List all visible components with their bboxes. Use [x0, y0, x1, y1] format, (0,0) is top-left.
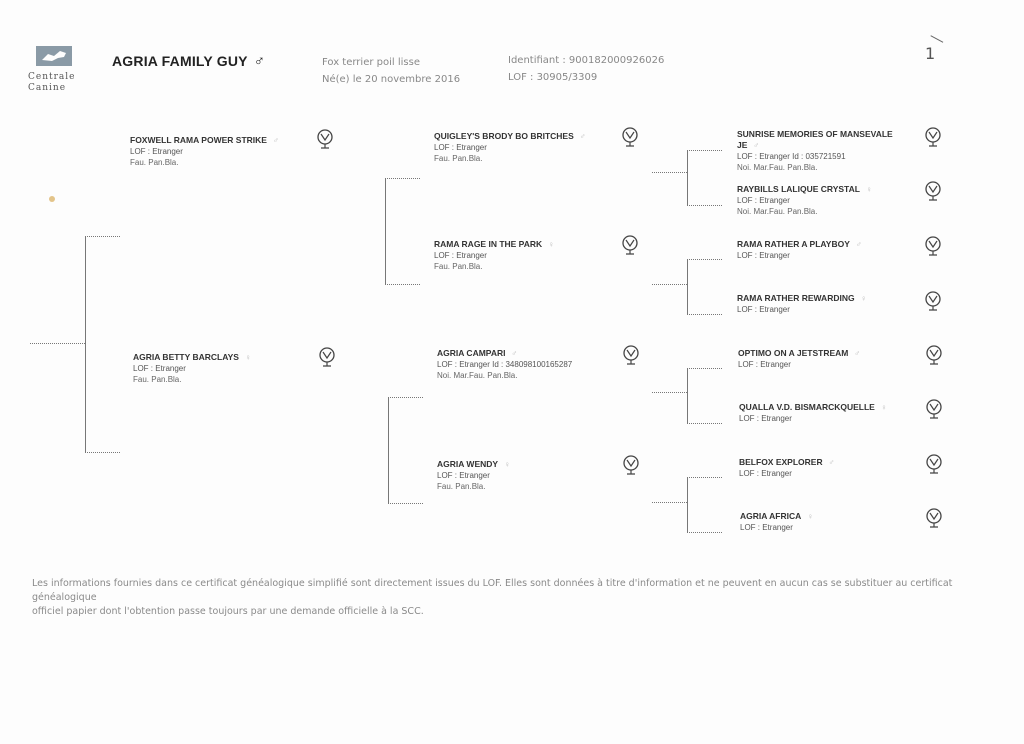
dna-badge-icon — [924, 126, 942, 150]
ancestor-color: Noi. Mar.Fau. Pan.Bla. — [737, 207, 818, 216]
ancestor-color: Fau. Pan.Bla. — [130, 158, 179, 167]
sex-symbol: ♀ — [244, 353, 251, 362]
ancestor-name: SUNRISE MEMORIES OF MANSEVALE JE — [737, 129, 893, 150]
ancestor-g3-7[interactable] — [739, 457, 919, 479]
sex-symbol: ♀ — [807, 512, 814, 521]
line-g1-vertical — [85, 236, 86, 452]
ancestor-name: AGRIA CAMPARI — [437, 348, 506, 358]
birth-date: Né(e) le 20 novembre 2016 — [322, 74, 461, 85]
line-g3-3-stem — [652, 392, 687, 393]
line-g2-b-bottom — [388, 503, 423, 504]
line-g3-2-top — [687, 259, 722, 260]
sex-symbol: ♂ — [854, 349, 861, 358]
identification-block — [508, 52, 664, 86]
ancestor-lof: LOF : Etranger Id : 348098100165287 — [437, 360, 573, 369]
sex-symbol: ♂ — [828, 458, 835, 467]
dog-logo-icon — [34, 44, 74, 68]
line-g3-4-vertical — [687, 477, 688, 532]
dna-badge-icon — [621, 234, 639, 258]
line-g3-1-top — [687, 150, 722, 151]
sex-symbol: ♀ — [880, 403, 887, 412]
ancestor-name: QUIGLEY'S BRODY BO BRITCHES — [434, 131, 574, 141]
ancestor-dam-dam[interactable] — [437, 459, 627, 492]
ancestor-lof: LOF : Etranger — [434, 143, 487, 152]
ancestor-name: BELFOX EXPLORER — [739, 457, 823, 467]
ancestor-name: RAMA RATHER A PLAYBOY — [737, 239, 850, 249]
sex-symbol: ♂ — [511, 349, 518, 358]
ancestor-g3-5[interactable] — [738, 348, 918, 370]
line-g3-2-vertical — [687, 259, 688, 314]
identifiant: Identifiant : 900182000926026 — [508, 55, 665, 66]
ancestor-lof: LOF : Etranger — [737, 251, 790, 260]
dna-badge-icon — [924, 235, 942, 259]
dna-badge-icon — [622, 454, 640, 478]
ancestor-color: Fau. Pan.Bla. — [133, 375, 182, 384]
line-g3-3-vertical — [687, 368, 688, 423]
ancestor-lof: LOF : Etranger — [434, 251, 487, 260]
line-to-dam — [85, 452, 120, 453]
breed-block — [322, 54, 460, 88]
ancestor-name: AGRIA BETTY BARCLAYS — [133, 352, 239, 362]
line-root — [30, 343, 85, 344]
page-number: 1 — [925, 44, 936, 63]
ancestor-name: FOXWELL RAMA POWER STRIKE — [130, 135, 267, 145]
logo-line-1: Centrale — [28, 72, 76, 82]
disclaimer — [32, 577, 982, 619]
ancestor-name: AGRIA AFRICA — [740, 511, 802, 521]
ancestor-sire[interactable] — [130, 135, 320, 168]
line-g2-a-vertical — [385, 178, 386, 284]
sex-symbol: ♂ — [855, 240, 862, 249]
lof-number: LOF : 30905/3309 — [508, 72, 598, 83]
ancestor-lof: LOF : Etranger — [437, 471, 490, 480]
ancestor-color: Noi. Mar.Fau. Pan.Bla. — [737, 163, 818, 172]
dna-badge-icon — [925, 507, 943, 531]
sex-symbol: ♀ — [860, 294, 867, 303]
ancestor-name: RAMA RAGE IN THE PARK — [434, 239, 543, 249]
sex-symbol: ♂ — [272, 136, 279, 145]
ancestor-name: OPTIMO ON A JETSTREAM — [738, 348, 849, 358]
line-g3-1-bottom — [687, 205, 722, 206]
sex-symbol: ♂ — [579, 132, 586, 141]
centrale-canine-logo — [28, 44, 88, 94]
line-g3-3-bottom — [687, 423, 722, 424]
dna-badge-icon — [925, 344, 943, 368]
ancestor-lof: LOF : Etranger — [740, 523, 793, 532]
line-g3-4-top — [687, 477, 722, 478]
ancestor-color: Noi. Mar.Fau. Pan.Bla. — [437, 371, 518, 380]
breed: Fox terrier poil lisse — [322, 57, 420, 68]
dna-badge-icon — [318, 346, 336, 370]
paper-speck — [49, 196, 55, 202]
dna-badge-icon — [621, 126, 639, 150]
dog-name: AGRIA FAMILY GUY — [112, 53, 248, 69]
ancestor-name: AGRIA WENDY — [437, 459, 499, 469]
line-g3-3-top — [687, 368, 722, 369]
ancestor-lof: LOF : Etranger — [737, 305, 790, 314]
ancestor-name: RAMA RATHER REWARDING — [737, 293, 855, 303]
line-g2-a-bottom — [385, 284, 420, 285]
dna-badge-icon — [924, 180, 942, 204]
ancestor-sire-sire[interactable] — [434, 131, 624, 164]
ancestor-g3-1[interactable] — [737, 129, 917, 173]
ancestor-g3-8[interactable] — [740, 511, 920, 533]
ancestor-lof: LOF : Etranger — [737, 196, 790, 205]
male-symbol: ♂ — [253, 53, 266, 70]
ancestor-lof: LOF : Etranger — [130, 147, 183, 156]
dna-badge-icon — [924, 290, 942, 314]
logo-line-2: Canine — [28, 83, 67, 93]
ancestor-color: Fau. Pan.Bla. — [434, 262, 483, 271]
ancestor-color: Fau. Pan.Bla. — [437, 482, 486, 491]
line-g3-2-stem — [652, 284, 687, 285]
ancestor-lof: LOF : Etranger — [133, 364, 186, 373]
ancestor-color: Fau. Pan.Bla. — [434, 154, 483, 163]
line-g2-b-vertical — [388, 397, 389, 503]
dna-badge-icon — [925, 453, 943, 477]
disclaimer-line-1: Les informations fournies dans ce certificat généalogique simplifié sont directement issues du LOF. Elles sont données à titre d'information et ne peuvent en aucun cas se substituer au certificat généalogique — [32, 578, 953, 603]
ancestor-dam[interactable] — [133, 352, 323, 385]
sex-symbol: ♀ — [865, 185, 872, 194]
sex-symbol: ♀ — [504, 460, 511, 469]
dog-name-title — [112, 53, 265, 70]
ancestor-lof: LOF : Etranger — [739, 469, 792, 478]
ancestor-g3-3[interactable] — [737, 239, 917, 261]
disclaimer-line-2: officiel papier dont l'obtention passe toujours par une demande officielle à la SCC. — [32, 606, 424, 617]
ancestor-g3-2[interactable] — [737, 184, 917, 217]
ancestor-name: RAYBILLS LALIQUE CRYSTAL — [737, 184, 860, 194]
ancestor-lof: LOF : Etranger — [738, 360, 791, 369]
line-g2-a-top — [385, 178, 420, 179]
dna-badge-icon — [316, 128, 334, 152]
line-g3-4-stem — [652, 502, 687, 503]
line-g3-1-vertical — [687, 150, 688, 205]
ancestor-g3-6[interactable] — [739, 402, 919, 424]
line-g3-1-stem — [652, 172, 687, 173]
ancestor-g3-4[interactable] — [737, 293, 917, 315]
ancestor-name: QUALLA V.D. BISMARCKQUELLE — [739, 402, 875, 412]
line-to-sire — [85, 236, 120, 237]
line-g3-4-bottom — [687, 532, 722, 533]
sex-symbol: ♀ — [548, 240, 555, 249]
ancestor-lof: LOF : Etranger Id : 035721591 — [737, 152, 846, 161]
dna-badge-icon — [925, 398, 943, 422]
ancestor-lof: LOF : Etranger — [739, 414, 792, 423]
ancestor-sire-dam[interactable] — [434, 239, 624, 272]
line-g2-b-top — [388, 397, 423, 398]
dna-badge-icon — [622, 344, 640, 368]
ancestor-dam-sire[interactable] — [437, 348, 627, 381]
sex-symbol: ♂ — [753, 141, 760, 150]
line-g3-2-bottom — [687, 314, 722, 315]
